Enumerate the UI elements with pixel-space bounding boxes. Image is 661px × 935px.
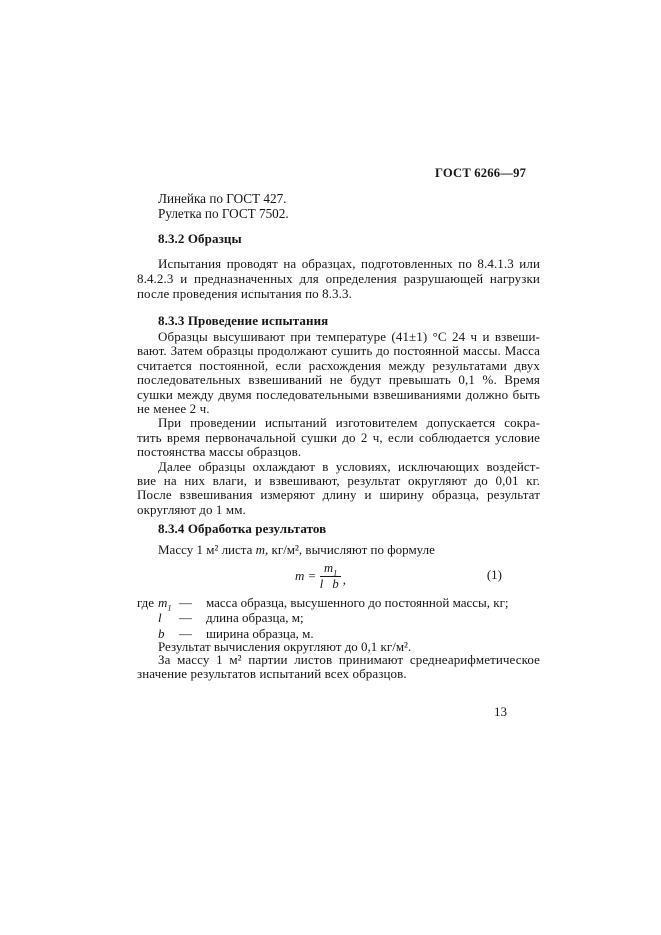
text-line: При проведении испытаний изготовителем допускается сокра- (158, 415, 540, 431)
text-line: Образцы высушивают при температуре (41±1) °С 24 ч и взвеши- (158, 329, 540, 344)
where-definitions (137, 595, 540, 641)
where-label: где (137, 595, 155, 610)
symbol-m1-var: m (158, 595, 168, 610)
paragraph-834-final (137, 653, 540, 682)
text-line: вие на них влаги, и взвешивают, результат округляют до 0,01 кг. (137, 473, 540, 489)
numerator-var: m (324, 561, 334, 575)
symbol-m1-sub: 1 (167, 602, 172, 613)
lead-lines (158, 191, 289, 222)
paragraph-833-1 (137, 330, 540, 416)
paragraph-832-1 (137, 256, 540, 302)
formula-number: (1) (486, 567, 502, 582)
symbol-l-var: l (158, 610, 162, 626)
rounding-note: Результат вычисления округляют до 0,1 кг/м². (158, 639, 412, 654)
formula-equals: = (308, 568, 316, 583)
page-number: 13 (494, 704, 507, 719)
text-line: округляют до 1 мм. (137, 501, 246, 517)
dash: — (179, 595, 192, 610)
text-line: Испытания проводят на образцах, подготовленных по 8.4.1.3 или (158, 256, 540, 271)
formula-fraction (320, 562, 342, 590)
text-line: После взвешивания измеряют длину и ширину образца, результат (137, 487, 540, 503)
lead-line-tape: Рулетка по ГОСТ 7502. (158, 206, 289, 222)
text-line: 8.4.2.3 и предназначенных для определения разрушающей нагрузки (137, 271, 540, 287)
where-row-l (137, 610, 540, 625)
definition-b: ширина образца, м. (206, 625, 314, 641)
section-833-body (137, 330, 540, 517)
symbol-l (158, 610, 179, 626)
text-line: За массу 1 м² партии листов принимают среднеарифметическое (158, 652, 540, 667)
formula (295, 562, 346, 590)
definition-l: длина образца, м; (206, 610, 304, 626)
formula-intro-post: , кг/м², вычисляют по формуле (265, 542, 435, 557)
formula-block (137, 560, 540, 592)
variable-m: m (255, 542, 266, 557)
section-heading-832: 8.3.2 Образцы (158, 231, 242, 246)
text-line: последовательных взвешиваний не будут превышать 0,1 %. Время (137, 372, 540, 388)
lead-line-ruler: Линейка по ГОСТ 427. (158, 191, 287, 206)
numerator-subscript: 1 (333, 567, 338, 578)
text-line: не менее 2 ч. (137, 401, 210, 417)
text-line: постоянства массы образцов. (137, 444, 302, 460)
section-heading-834: 8.3.4 Обработка результатов (158, 521, 327, 536)
text-line: сушки между двумя последовательными взвешиваниями должно быть (137, 386, 540, 402)
definition-m1: масса образца, высушенного до постоянной массы, кг; (206, 595, 509, 610)
text-line: Далее образцы охлаждают в условиях, исключающих воздейст- (158, 458, 540, 474)
symbol-m1 (158, 595, 179, 611)
text-line: тить время первоначальной сушки до 2 ч, если соблюдается условие (137, 429, 540, 445)
formula-intro-pre: Массу 1 м² листа (158, 542, 256, 557)
paragraph-833-3 (137, 460, 540, 518)
doc-code: ГОСТ 6266—97 (435, 166, 527, 180)
formula-lhs: m (295, 568, 305, 583)
dash: — (179, 625, 192, 641)
text-line: считается постоянной, если расхождения между результатами двух (137, 357, 540, 373)
dash: — (179, 610, 192, 626)
text-line: вают. Затем образцы продолжают сушить до постоянной массы. Масса (137, 343, 540, 359)
formula-denominator: l b (319, 576, 342, 591)
formula-comma: , (342, 572, 346, 587)
text-line: значение результатов испытаний всех образцов. (137, 666, 407, 682)
where-row-m1 (137, 595, 540, 613)
section-heading-833: 8.3.3 Проведение испытания (158, 313, 329, 328)
text-line: после проведения испытания по 8.3.3. (137, 286, 352, 302)
formula-intro (137, 542, 540, 558)
symbol-b-var: b (158, 625, 165, 641)
formula-numerator (320, 562, 341, 577)
paragraph-833-2 (137, 416, 540, 459)
